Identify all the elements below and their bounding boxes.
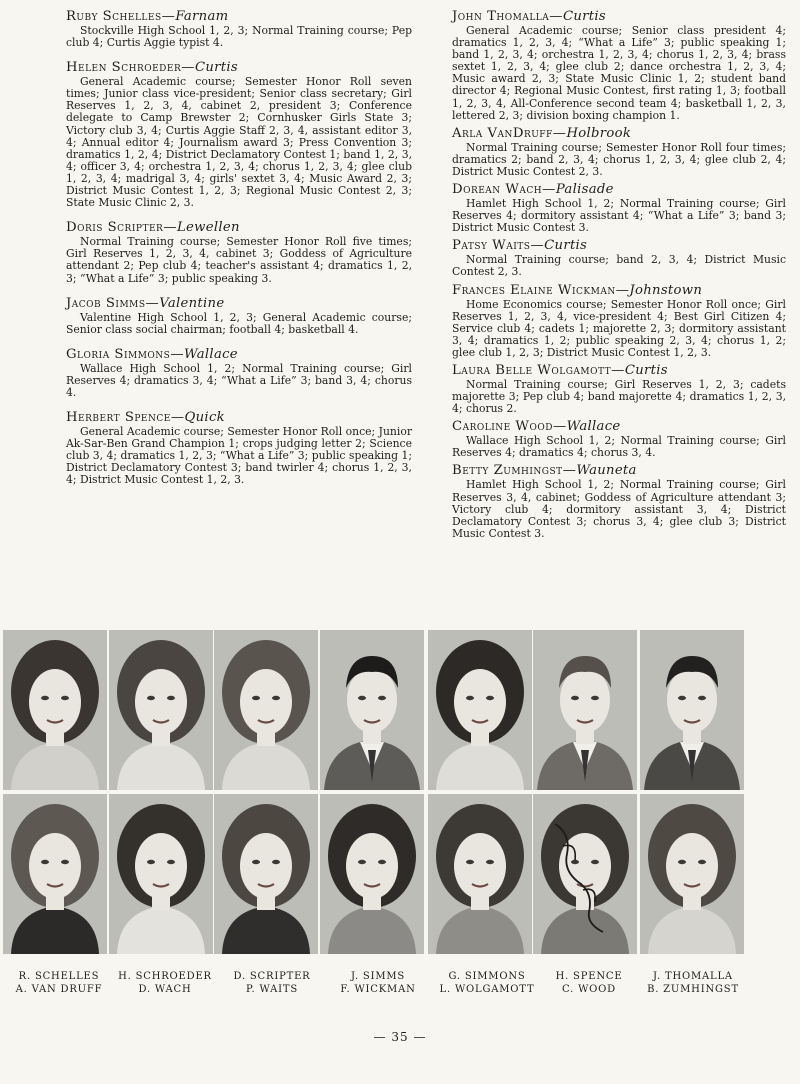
entry-activities: Wallace High School 1, 2; Normal Training course; Girl Reserves 4; dramatics 4; chorus 3, 4. bbox=[452, 434, 786, 460]
entry-activities: General Academic course; Semester Honor Roll once; Junior Ak-Sar-Ben Grand Champion 1; crops judging letter 2; Science club 3, 4; dramatics 1, 2, 3; “What a Life” 3; public speaking 1; District Declamatory Contest 3; band twirler 4; chorus 1, 2, 3, 4; District Music Contest 1, 2, 3. bbox=[66, 425, 412, 487]
entry-activities: Normal Training course; band 2, 3, 4; District Music Contest 2, 3. bbox=[452, 253, 786, 279]
entry-town: Wallace bbox=[184, 346, 238, 362]
entry-town: Valentine bbox=[159, 295, 225, 311]
entry-name: Gloria Simmons bbox=[66, 346, 171, 362]
entry-town: Lewellen bbox=[177, 220, 240, 236]
entry-town: Palisade bbox=[555, 182, 614, 198]
entry-name: Laura Belle Wolgamott bbox=[452, 362, 612, 378]
entry-activities: Normal Training course; Semester Honor Roll five times; Girl Reserves 1, 2, 3, 4, cabinet 3; Goddess of Agriculture attendant 2; Pep club 4; teacher's assistant 4; dramatics 1, 2, 3; “What a Life” 3; public speaking 3. bbox=[66, 235, 412, 285]
entry-activities: Valentine High School 1, 2, 3; General Academic course; Senior class social chairman; football 4; basketball 4. bbox=[66, 310, 412, 336]
senior-entry-ruby-schelles: Ruby Schelles—Farnam Stockville High School 1, 2, 3; Normal Training course; Pep club 4; Curtis Aggie typist 4. bbox=[66, 9, 412, 50]
entry-activities: Stockville High School 1, 2, 3; Normal Training course; Pep club 4; Curtis Aggie typist 4. bbox=[66, 24, 412, 50]
entry-town: Curtis bbox=[544, 238, 588, 254]
photo-caption: H. SCHROEDER D. WACH bbox=[118, 971, 212, 995]
senior-entry-frances-wickman: Frances Elaine Wickman—Johnstown Home Economics course; Semester Honor Roll once; Girl Reserves 1, 2, 3, 4, vice-president 4; Best Girl Citizen 4; Service club 4; cadets 1; majorette 2, 3; dormitory assistant 3, 4; dramatics 1, 2; public speaking 2, 3, 4; chorus 1, 2; glee club 1, 2, 3; District Music Contest 1, 2, 3. bbox=[452, 282, 786, 359]
entry-town: Curtis bbox=[624, 362, 668, 378]
portrait-photo bbox=[640, 630, 744, 790]
entry-town: Johnstown bbox=[629, 282, 703, 298]
portrait-photo bbox=[109, 630, 213, 790]
left-column bbox=[66, 8, 412, 497]
senior-entry-laura-wolgamott: Laura Belle Wolgamott—Curtis Normal Training course; Girl Reserves 1, 2, 3; cadets majorette 3; Pep club 4; band majorette 4; dramatics 1, 2, 3, 4; chorus 2. bbox=[452, 362, 786, 416]
senior-entry-helen-schroeder: Helen Schroeder—Curtis General Academic course; Semester Honor Roll seven times; Junior class vice-president; Senior class secretary; Girl Reserves 1, 2, 3, 4, cabinet 2, president 3; Conference delegate to Camp Brewster 2; Cornhusker Girls State 3; Victory club 3, 4; Curtis Aggie Staff 2, 3, 4, assistant editor 3, 4; Annual editor 4; Journalism award 3; Press Convention 3; dramatics 1, 2, 4; District Declamatory Contest 1; band 1, 2, 3, 4; officer 3, 4; orchestra 1, 2, 3, 4; chorus 1, 2, 3, 4; glee club 1, 2, 3, 4; madrigal 3, 4; girls' sextet 3, 4; Music Award 2, 3; District Music Contest 1, 2, 3; Regional Music Contest 2, 3; State Music Clinic 2, 3. bbox=[66, 60, 412, 210]
page-number: — 35 — bbox=[373, 1030, 427, 1044]
entry-activities: Hamlet High School 1, 2; Normal Training course; Girl Reserves 3, 4, cabinet; Goddess of Agriculture attendant 3; Victory club 4; dormitory assistant 3, 4; District Declamatory Contest 3; chorus 3, 4; glee club 3; District Music Contest 3. bbox=[452, 478, 786, 540]
senior-entry-caroline-wood: Caroline Wood—Wallace Wallace High School 1, 2; Normal Training course; Girl Reserves 4; dramatics 4; chorus 3, 4. bbox=[452, 419, 786, 460]
entry-activities: General Academic course; Semester Honor Roll seven times; Junior class vice-president; Senior class secretary; Girl Reserves 1, 2, 3, 4, cabinet 2, president 3; Conference delegate to Camp Brewster 2; Cornhusker Girls State 3; Victory club 3, 4; Curtis Aggie Staff 2, 3, 4, assistant editor 3, 4; Annual editor 4; Journalism award 3; Press Convention 3; dramatics 1, 2, 4; District Declamatory Contest 1; band 1, 2, 3, 4; officer 3, 4; orchestra 1, 2, 3, 4; chorus 1, 2, 3, 4; glee club 1, 2, 3, 4; madrigal 3, 4; girls' sextet 3, 4; Music Award 2, 3; District Music Contest 1, 2, 3; Regional Music Contest 2, 3; State Music Clinic 2, 3. bbox=[66, 75, 412, 210]
entry-name: Betty Zumhingst bbox=[452, 463, 563, 479]
portrait-photo bbox=[533, 794, 637, 954]
senior-entry-doris-scripter: Doris Scripter—Lewellen Normal Training course; Semester Honor Roll five times; Girl Reserves 1, 2, 3, 4, cabinet 3; Goddess of Agriculture attendant 2; Pep club 4; teacher's assistant 4; dramatics 1, 2, 3; “What a Life” 3; public speaking 3. bbox=[66, 220, 412, 285]
portrait-photo bbox=[320, 794, 424, 954]
portrait-photo bbox=[214, 630, 318, 790]
entry-name: Doris Scripter bbox=[66, 220, 164, 236]
handwritten-signature bbox=[533, 794, 637, 954]
entry-activities: Home Economics course; Semester Honor Roll once; Girl Reserves 1, 2, 3, 4, vice-president 4; Best Girl Citizen 4; Service club 4; cadets 1; majorette 2, 3; dormitory assistant 3, 4; dramatics 1, 2; public speaking 2, 3, 4; chorus 1, 2; glee club 1, 2, 3; District Music Contest 1, 2, 3. bbox=[452, 297, 786, 359]
portrait-photo bbox=[640, 794, 744, 954]
entry-name: Dorean Wach bbox=[452, 182, 543, 198]
entry-name: Frances Elaine Wickman bbox=[452, 282, 616, 298]
portrait-photo bbox=[533, 630, 637, 790]
portrait-photo bbox=[109, 794, 213, 954]
photo-caption: J. SIMMS F. WICKMAN bbox=[340, 971, 416, 995]
senior-entry-arla-vandruff: Arla VanDruff—Holbrook Normal Training course; Semester Honor Roll four times; dramatics 2; band 2, 3, 4; chorus 1, 2, 3, 4; glee club 2, 4; District Music Contest 2, 3. bbox=[452, 125, 786, 178]
portrait-photo bbox=[3, 794, 107, 954]
entry-town: Wallace bbox=[566, 419, 621, 435]
senior-entry-jacob-simms: Jacob Simms—Valentine Valentine High School 1, 2, 3; General Academic course; Senior class social chairman; football 4; basketball 4. bbox=[66, 295, 412, 336]
entry-name: John Thomalla bbox=[452, 9, 550, 24]
entry-activities: Normal Training course; Semester Honor Roll four times; dramatics 2; band 2, 3, 4; chorus 1, 2, 3, 4; glee club 2, 4; District Music Contest 2, 3. bbox=[452, 140, 786, 178]
entry-name: Patsy Waits bbox=[452, 238, 531, 254]
entry-name: Helen Schroeder bbox=[66, 60, 182, 76]
portrait-photo bbox=[214, 794, 318, 954]
photo-caption: D. SCRIPTER P. WAITS bbox=[233, 971, 311, 995]
portrait-photo bbox=[320, 630, 424, 790]
entry-activities: Wallace High School 1, 2; Normal Training course; Girl Reserves 4; dramatics 3, 4; “What a Life” 3; band 3, 4; chorus 4. bbox=[66, 361, 412, 399]
senior-entry-john-thomalla: John Thomalla—Curtis General Academic course; Senior class president 4; dramatics 1, 2, 3, 4; “What a Life” 3; public speaking 1; band 1, 2, 3, 4; orchestra 1, 2, 3, 4; chorus 1, 2, 3, 4; brass sextet 1, 2, 3, 4; glee club 2; dance orchestra 1, 2, 3, 4; Music award 2, 3; State Music Clinic 1, 2; student band director 4; Regional Music Contest, first rating 1, 3; football 1, 2, 3, 4, All-Conference second team 4; basketball 1, 2, 3, lettered 2, 3; division boxing champion 1. bbox=[452, 9, 786, 122]
entry-town: Quick bbox=[184, 410, 225, 426]
entry-town: Curtis bbox=[562, 9, 606, 24]
senior-entry-dorean-wach: Dorean Wach—Palisade Hamlet High School 1, 2; Normal Training course; Girl Reserves 4; dormitory assistant 4; “What a Life” 3; band 3; District Music Contest 3. bbox=[452, 182, 786, 235]
photo-caption: J. THOMALLA B. ZUMHINGST bbox=[647, 971, 739, 995]
entry-town: Curtis bbox=[194, 60, 238, 76]
senior-entry-patsy-waits: Patsy Waits—Curtis Normal Training course; band 2, 3, 4; District Music Contest 2, 3. bbox=[452, 238, 786, 279]
entry-activities: General Academic course; Senior class president 4; dramatics 1, 2, 3, 4; “What a Life” 3; public speaking 1; band 1, 2, 3, 4; orchestra 1, 2, 3, 4; chorus 1, 2, 3, 4; brass sextet 1, 2, 3, 4; glee club 2; dance orchestra 1, 2, 3, 4; Music award 2, 3; State Music Clinic 1, 2; student band director 4; Regional Music Contest, first rating 1, 3; football 1, 2, 3, 4, All-Conference second team 4; basketball 1, 2, 3, lettered 2, 3; division boxing champion 1. bbox=[452, 24, 786, 122]
entry-town: Farnam bbox=[175, 9, 229, 24]
senior-portrait-grid bbox=[0, 626, 800, 956]
senior-entry-betty-zumhingst: Betty Zumhingst—Wauneta Hamlet High School 1, 2; Normal Training course; Girl Reserves 3, 4, cabinet; Goddess of Agriculture attendant 3; Victory club 4; dormitory assistant 3, 4; District Declamatory Contest 3; chorus 3, 4; glee club 3; District Music Contest 3. bbox=[452, 463, 786, 540]
photo-caption: H. SPENCE C. WOOD bbox=[555, 971, 623, 995]
right-column bbox=[452, 8, 786, 543]
senior-entry-gloria-simmons: Gloria Simmons—Wallace Wallace High School 1, 2; Normal Training course; Girl Reserves 4; dramatics 3, 4; “What a Life” 3; band 3, 4; chorus 4. bbox=[66, 346, 412, 399]
entry-activities: Normal Training course; Girl Reserves 1, 2, 3; cadets majorette 3; Pep club 4; band majorette 4; dramatics 1, 2, 3, 4; chorus 2. bbox=[452, 377, 786, 416]
entry-town: Holbrook bbox=[566, 125, 632, 141]
entry-activities: Hamlet High School 1, 2; Normal Training course; Girl Reserves 4; dormitory assistant 4; “What a Life” 3; band 3; District Music Contest 3. bbox=[452, 197, 786, 235]
portrait-photo bbox=[428, 630, 532, 790]
entry-name: Jacob Simms bbox=[66, 295, 146, 311]
entry-town: Wauneta bbox=[576, 463, 637, 479]
entry-name: Caroline Wood bbox=[452, 419, 553, 435]
entry-name: Arla VanDruff bbox=[452, 125, 553, 141]
portrait-photo bbox=[428, 794, 532, 954]
portrait-photo bbox=[3, 630, 107, 790]
photo-caption: G. SIMMONS L. WOLGAMOTT bbox=[439, 971, 535, 995]
entry-name: Ruby Schelles bbox=[66, 9, 162, 24]
entry-name: Herbert Spence bbox=[66, 410, 171, 426]
photo-caption: R. SCHELLES A. VAN DRUFF bbox=[15, 971, 103, 995]
senior-entry-herbert-spence: Herbert Spence—Quick General Academic course; Semester Honor Roll once; Junior Ak-Sar-Ben Grand Champion 1; crops judging letter 2; Science club 3, 4; dramatics 1, 2, 3; “What a Life” 3; public speaking 1; District Declamatory Contest 3; band twirler 4; chorus 1, 2, 3, 4; District Music Contest 1, 2, 3. bbox=[66, 410, 412, 487]
